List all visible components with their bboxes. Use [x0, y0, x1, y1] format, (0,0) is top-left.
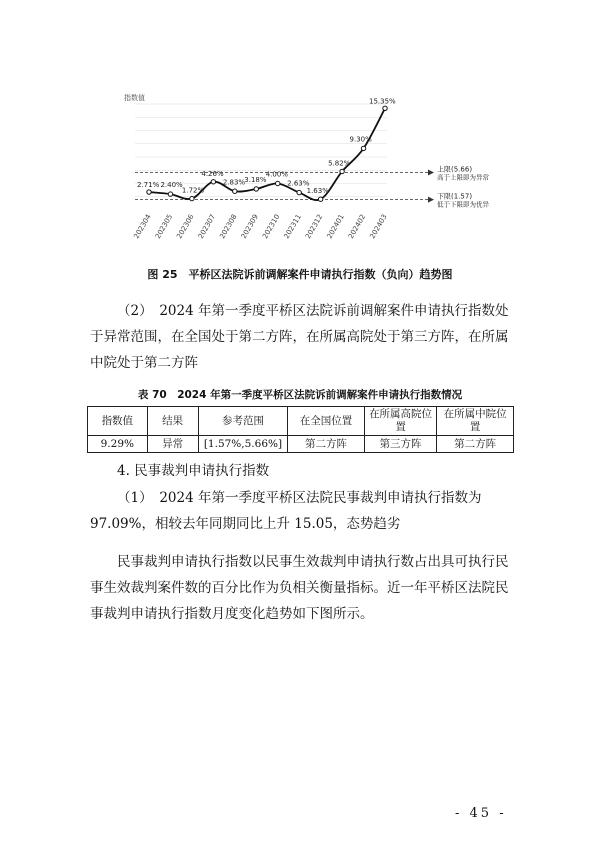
header-high-court-position: 在所属高院位置 — [364, 407, 436, 436]
table-row — [88, 436, 514, 453]
header-national-position: 在全国位置 — [288, 407, 365, 436]
trend-chart-svg — [115, 88, 495, 260]
index-table — [87, 406, 514, 453]
header-reference-range: 参考范围 — [198, 407, 287, 436]
x-tick-label: 202311 — [282, 213, 303, 241]
cell-intermediate-court-position: 第二方阵 — [437, 436, 514, 453]
cell-index-value: 9.29% — [88, 436, 148, 453]
data-label: 2.63% — [287, 179, 310, 188]
x-tick-label: 202304 — [132, 213, 153, 241]
cell-high-court-position: 第三方阵 — [364, 436, 436, 453]
table-header-row — [88, 407, 514, 436]
header-intermediate-court-position: 在所属中院位置 — [437, 407, 514, 436]
paragraph-3: 民事裁判申请执行指数以民事生效裁判申请执行数占出具可执行民事生效裁判案件数的百分比作为负相关衡量指标。近一年平桥区法院民事裁判申请执行指数月度变化趋势如下图所示。 — [90, 554, 509, 622]
data-label: 2.83% — [222, 178, 246, 187]
data-label: 2.71% — [137, 181, 160, 190]
upper-limit-label: 上限(5.66) — [437, 165, 473, 174]
data-point — [147, 190, 151, 194]
data-label: 1.72% — [181, 186, 205, 195]
x-tick-label: 202401 — [325, 213, 346, 241]
paragraph-1: （2） 2024 年第一季度平桥区法院诉前调解案件申请执行指数处于异常范围，在全国处于第二方阵，在所属高院处于第三方阵，在所属中院处于第二方阵 — [90, 303, 509, 371]
header-result: 结果 — [147, 407, 198, 436]
header-index-value: 指数值 — [88, 407, 148, 436]
cell-reference-range: [1.57%,5.66%] — [198, 436, 287, 453]
section-4-heading: 4. 民事裁判申请执行指数 — [117, 463, 270, 479]
x-tick-label: 202403 — [368, 213, 389, 241]
data-label: 9.30% — [349, 135, 372, 144]
data-point — [233, 189, 237, 193]
x-tick-label: 202402 — [346, 213, 368, 241]
data-point — [168, 192, 172, 196]
figure-caption: 图 25 平桥区法院诉前调解案件申请执行指数（负向）趋势图 — [147, 268, 453, 281]
x-tick-label: 202305 — [153, 213, 175, 241]
data-point — [318, 197, 322, 201]
upper-limit-arrow — [428, 170, 434, 176]
x-tick-label: 202309 — [239, 213, 261, 241]
x-tick-label: 202312 — [304, 213, 325, 241]
data-point — [190, 196, 194, 200]
data-label: 15.35% — [369, 97, 396, 106]
trend-chart — [115, 88, 495, 260]
data-point — [297, 190, 301, 194]
data-label: 3.18% — [244, 175, 267, 184]
x-tick-label: 202310 — [261, 213, 282, 241]
lower-limit-label: 下限(1.57) — [437, 192, 473, 201]
paragraph-2: （1） 2024 年第一季度平桥区法院民事裁判申请执行指数为 97.09%，相较去年同期同比上升 15.05，态势趋劣 — [90, 490, 482, 532]
lower-limit-arrow — [428, 197, 434, 203]
data-point — [383, 106, 387, 110]
data-label: 1.63% — [306, 187, 329, 196]
data-point — [276, 181, 280, 185]
x-tick-label: 202308 — [218, 213, 239, 241]
lower-limit-note: 低于下限即为优异 — [437, 200, 489, 209]
cell-result: 异常 — [147, 436, 198, 453]
page-number: - 45 - — [455, 806, 507, 821]
data-label: 5.82% — [328, 159, 351, 168]
x-tick-label: 202307 — [196, 213, 218, 241]
data-label: 4.26% — [201, 169, 224, 178]
upper-limit-note: 高于上限即为异常 — [437, 173, 489, 182]
data-label: 2.40% — [160, 181, 183, 190]
data-label: 4.00% — [265, 170, 288, 179]
data-point — [254, 187, 258, 191]
cell-national-position: 第二方阵 — [288, 436, 365, 453]
y-axis-label: 指数值 — [124, 94, 145, 102]
data-point — [361, 146, 365, 150]
data-point — [340, 169, 344, 173]
data-point — [211, 180, 215, 184]
table-caption: 表 70 2024 年第一季度平桥区法院诉前调解案件申请执行指数情况 — [137, 389, 463, 401]
x-tick-label: 202306 — [175, 213, 196, 241]
